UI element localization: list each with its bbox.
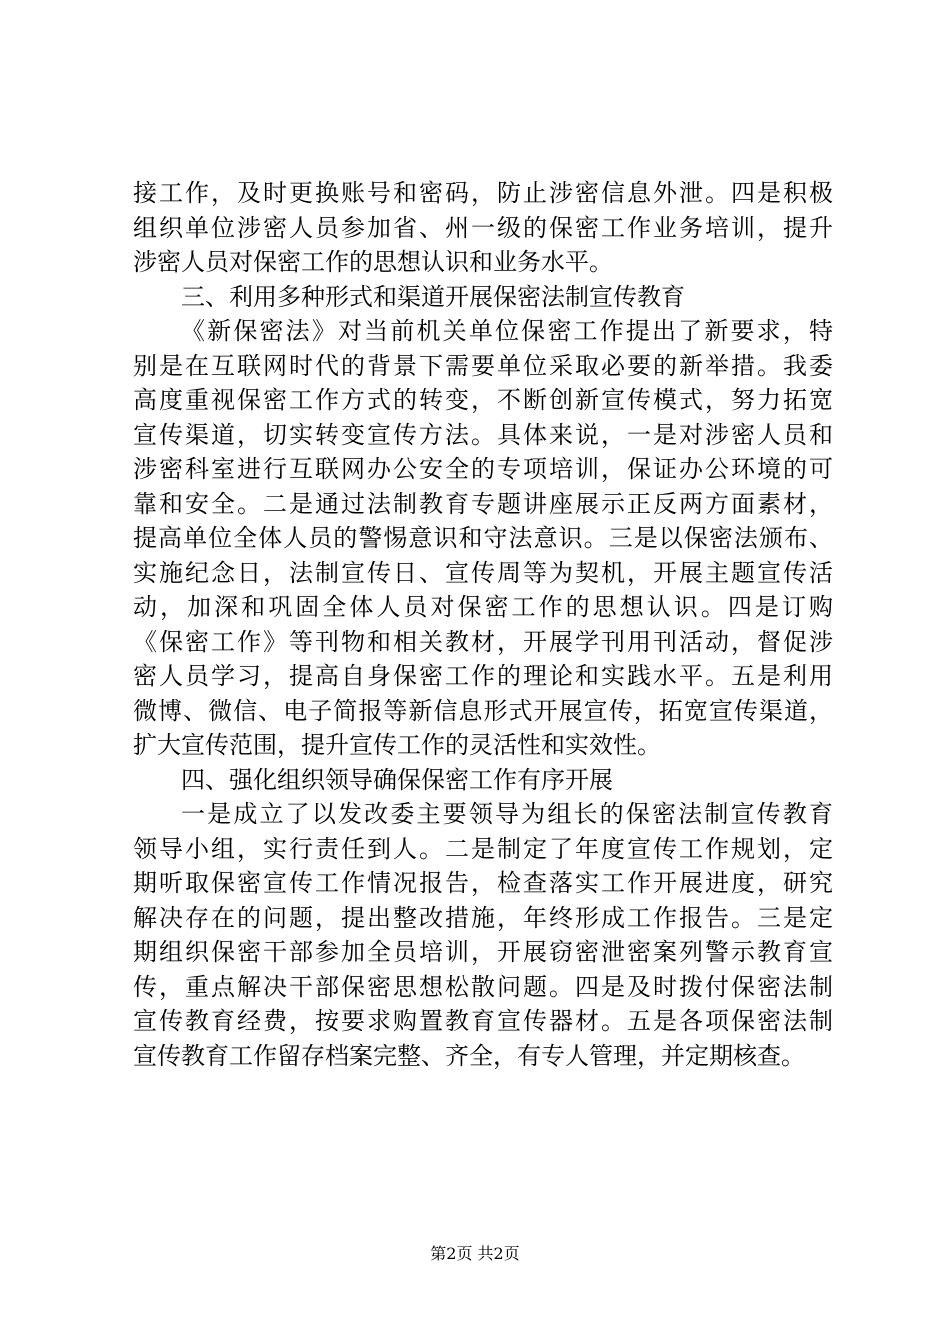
text-line: 宣传教育经费，按要求购置教育宣传器材。五是各项保密法制	[133, 1007, 833, 1035]
text-line: 提高单位全体人员的警惕意识和守法意识。三是以保密法颁布、	[133, 524, 833, 552]
text-line: 一是成立了以发改委主要领导为组长的保密法制宣传教育	[181, 800, 833, 828]
text-line: 期组织保密干部参加全员培训，开展窃密泄密案列警示教育宣	[133, 938, 833, 966]
text-line: 动，加深和巩固全体人员对保密工作的思想认识。四是订购	[133, 593, 833, 621]
text-line: 靠和安全。二是通过法制教育专题讲座展示正反两方面素材，	[133, 489, 833, 518]
text-line: 《保密工作》等刊物和相关教材，开展学刊用刊活动，督促涉	[133, 627, 833, 656]
text-line: 宣传教育工作留存档案完整、齐全，有专人管理，并定期核查。	[133, 1041, 805, 1070]
text-line: 密人员学习，提高自身保密工作的理论和实践水平。五是利用	[133, 662, 833, 690]
page-footer: 第2页 共2页	[430, 1244, 520, 1263]
text-line: 解决存在的问题，提出整改措施，年终形成工作报告。三是定	[133, 903, 833, 932]
text-line: 传，重点解决干部保密思想松散问题。四是及时拨付保密法制	[133, 972, 833, 1001]
text-line: 实施纪念日，法制宣传日、宣传周等为契机，开展主题宣传活	[133, 558, 833, 587]
text-line: 期听取保密宣传工作情况报告，检查落实工作开展进度，研究	[133, 869, 833, 897]
text-line: 别是在互联网时代的背景下需要单位采取必要的新举措。我委	[133, 351, 833, 380]
document-body	[133, 176, 833, 1073]
text-line: 微博、微信、电子简报等新信息形式开展宣传，拓宽宣传渠道，	[133, 696, 833, 725]
text-line: 扩大宣传范围，提升宣传工作的灵活性和实效性。	[133, 731, 661, 759]
text-line: 《新保密法》对当前机关单位保密工作提出了新要求，特	[181, 317, 833, 345]
text-line: 组织单位涉密人员参加省、州一级的保密工作业务培训，提升	[133, 213, 833, 242]
text-line: 三、利用多种形式和渠道开展保密法制宣传教育	[181, 282, 685, 311]
text-line: 涉密科室进行互联网办公安全的专项培训，保证办公环境的可	[133, 455, 833, 483]
text-line: 接工作，及时更换账号和密码，防止涉密信息外泄。四是积极	[133, 179, 833, 207]
text-line: 四、强化组织领导确保保密工作有序开展	[181, 765, 613, 794]
text-line: 宣传渠道，切实转变宣传方法。具体来说，一是对涉密人员和	[133, 420, 833, 449]
text-line: 高度重视保密工作方式的转变，不断创新宣传模式，努力拓宽	[133, 386, 833, 414]
text-line: 领导小组，实行责任到人。二是制定了年度宣传工作规划，定	[133, 834, 833, 863]
text-line: 涉密人员对保密工作的思想认识和业务水平。	[133, 248, 613, 276]
